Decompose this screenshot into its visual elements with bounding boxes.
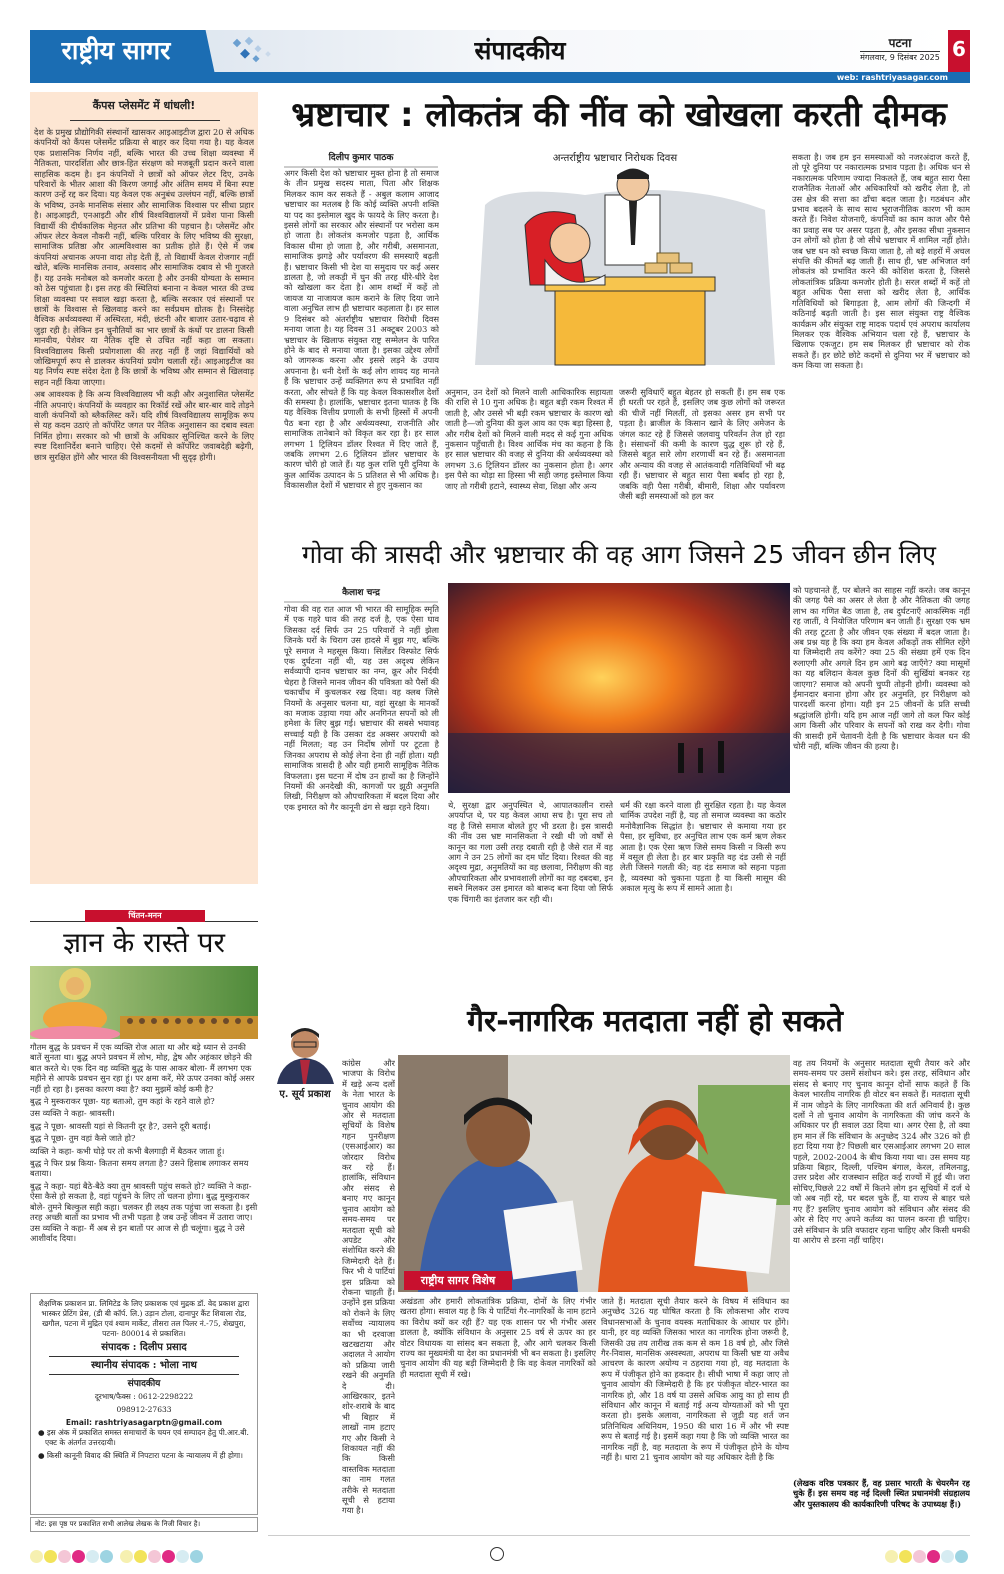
desk-name: संपादकीय: [127, 1379, 161, 1389]
decorative-dot: [190, 1550, 203, 1563]
phone-number: दूरभाष/फैक्स : 0612-2298222: [94, 1392, 194, 1401]
newspaper-logo[interactable]: राष्ट्रीय सागर: [30, 30, 202, 72]
paragraph: बुद्ध ने मुस्कराकर पूछा- यह बताओ, तुम कहां के रहने वाले हो?: [30, 1096, 215, 1107]
paragraph: व्यक्ति ने कहा- कभी घोड़े पर तो कभी बैलगाड़ी में बैठकर जाता हूं।: [30, 1145, 225, 1156]
page-number: 6: [948, 30, 970, 72]
author-byline: दिलीप कुमार पाठक: [284, 150, 438, 168]
decorative-dot: [913, 1550, 926, 1563]
decorative-dot: [176, 1550, 189, 1563]
special-label: राष्ट्रीय सागर विशेष: [404, 1271, 512, 1290]
decorative-dot: [100, 1550, 113, 1563]
voters-photo: [398, 1055, 790, 1292]
decorative-dot: [72, 1550, 85, 1563]
footer-dots-left-2: [120, 1548, 204, 1567]
decorative-dot: [58, 1550, 71, 1563]
local-editor-name: स्थानीय संपादक : भोला नाथ: [49, 1361, 239, 1375]
article-headline: गोवा की त्रासदी और भ्रष्टाचार की वह आग जिसने 25 जीवन छीन लिए: [302, 540, 936, 569]
paragraph: बुद्ध ने कहा- यहां बैठे-बैठे क्या तुम श्रावस्ती पहुंच सकते हो? व्यक्ति ने कहा- ऐसा कैसे हो सकता है, वहां पहुंचने के लिए तो चलना होगा। बुद्ध मुस्कुराकर बोले- तुमने बिल्कुल सही कहा। चलकर ही लक्ष्य तक पहुंचा जा सकता है। इसी तरह अच्छी बातों का प्रभाव भी तभी पड़ता है जब उन्हें जीवन में उतारा जाए। उस व्यक्ति ने कहा- मैं अब से इन बातों पर आज से ही चलूंगा। बुद्ध ने उसे आशीर्वाद दिया।: [30, 1180, 258, 1243]
story-body: [30, 1042, 258, 1288]
decorative-dot: [30, 1550, 43, 1563]
decorative-dot: [899, 1550, 912, 1563]
story-headline: ज्ञान के रास्ते पर: [63, 926, 225, 959]
decorative-dot: [885, 1550, 898, 1563]
disclaimer-text: किसी कानूनी विवाद की स्थिति में निपटारा पटना के न्यायालय में ही होगा।: [46, 1451, 243, 1460]
issue-date: मंगलवार, 9 दिसंबर 2025: [860, 53, 940, 62]
disclaimer-text: इस अंक में प्रकाशित समस्त समाचारों के चयन एवं सम्पादन हेतु पी.आर.बी. एक्ट के अंतर्गत उत्तरदायी।: [45, 1428, 249, 1447]
decorative-dot: [134, 1550, 147, 1563]
decorative-dot: [44, 1550, 57, 1563]
article-column: सकता है। जब हम इन समस्याओं को नजरअंदाज करते हैं, तो पूरे दुनिया पर नकारात्मक प्रभाव पड़ता है। अधिक धन से नकारात्मक परिणाम ज्यादा निकलते हैं, जब बहुत सारा पैसा राजनैतिक नेताओं और अधिकारियों को खरीद लेता है, तो उस क्षेत्र की सत्ता का ढाँचा बदल जाता है। गठबंधन और प्रभाव बदलने के साथ साथ भूराजनीतिक कारण भी काम करते हैं। निवेश योजनाएँ, कंपनियों का काम काज और पैसे का प्रवाह सब पर असर पड़ता है, और इसका सीधा नुकसान उन लोगों को होता है जो सीधे भ्रष्टाचार में शामिल नहीं होते। जब भ्रष्ट धन को स्वच्छ किया जाता है, तो बड़े शहरों में अचल संपत्ति की कीमतें बढ़ जाती हैं। साथ ही, भ्रष्ट अभिजात वर्ग लोकतंत्र को प्रभावित करने की कोशिश करता है, जिससे लोकतांत्रिक प्रक्रिया कमजोर होती है। सरल शब्दों में कहें तो बहुत अधिक पैसा सत्ता को खरीद लेता है, आर्थिक गतिविधियों को बिगाड़ता है, आम लोगों की जिन्दगी में कठिनाई बढ़ती जाती है। इस साल संयुक्त राष्ट्र वैश्विक कार्यक्रम और संयुक्त राष्ट्र मादक पदार्थ एवं अपराध कार्यालय मिलकर एक वैश्विक अभियान चला रहे हैं, भ्रष्टाचार के खिलाफ एकजुट। हम सब मिलकर ही भ्रष्टाचार को रोक सकते हैं। हर छोटे छोटे कदमों से दुनिया भर में भ्रष्टाचार को कम किया जा सकता है।: [792, 152, 970, 371]
divider: [70, 120, 220, 121]
paragraph: अब आवश्यक है कि अन्य विश्वविद्यालय भी कड़ी और अनुशासित प्लेसमेंट नीति अपनाएं। कंपनियों के व्यवहार का रिकॉर्ड रखें और बार-बार वादे तोड़ने वाली कंपनियों को ब्लैकलिस्ट करें। यदि शीर्ष विश्वविद्यालय सामूहिक रूप से यह कदम उठाएं तो कॉर्पोरेट जगत पर नैतिक अनुशासन का दबाव स्वतः निर्मित होगा। सरकार को भी छात्रों के अधिकार सुनिश्चित करने के लिए स्पष्ट दिशानिर्देश बनाने चाहिए। ऐसे कदमों से कॉर्पोरेट जवाबदेही बढ़ेगी, छात्र सुरक्षित होंगे और भारत की विश्वसनीयता भी सुदृढ़ होगी।: [34, 389, 254, 462]
decorative-diamonds-icon: [230, 36, 290, 66]
article-column: धर्म की रक्षा करने वाला ही सुरक्षित रहता है। यह केवल धार्मिक उपदेश नहीं है, यह तो समाज व्यवस्था का कठोर मनोवैज्ञानिक सिद्धांत है। भ्रष्टाचार से कमाया गया हर पैसा, हर सुविधा, हर अनुचित लाभ एक कर्म ऋण लेकर आता है। एक ऐसा ऋण जिसे समय किसी न किसी रूप में वसूल ही लेता है। हर बार प्रकृति वह दंड उसी से नहीं लेती जिसने गलती की; वह दंड समाज को सहना पड़ता है, व्यवस्था को चुकाना पड़ता है या किसी मासूम की अकाल मृत्यु के रूप में सामने आता है।: [620, 800, 786, 894]
article-column: वह तय नियमों के अनुसार मतदाता सूची तैयार करे और समय-समय पर उसमें संशोधन करे। इस तरह, संविधान और संसद से बनाए गए चुनाव कानून दोनों साफ कहते हैं कि केवल भारतीय नागरिक ही वोटर बन सकते हैं। मतदाता सूची में नाम जोड़ने के लिए नागरिकता की शर्त अनिवार्य है। कुछ दलों ने तो चुनाव आयोग के नागरिकता की जांच करने के अधिकार पर ही सवाल उठा दिया था। अगर ऐसा है, तो क्या हम मान लें कि संविधान के अनुच्छेद 324 और 326 को ही हटा दिया गया है? पिछली बार एसआईआर लगभग 20 साल पहले, 2002-2004 के बीच किया गया था। उस समय यह प्रक्रिया बिहार, दिल्ली, पश्चिम बंगाल, केरल, तमिलनाडु, उत्तर प्रदेश और राजस्थान सहित कई राज्यों में हुई थी। जरा सोचिए,पिछले 22 वर्षों में कितने लोग इन सूचियों में दर्ज थे जो अब नहीं रहे, घर बदल चुके हैं, या राज्य से बाहर चले गए हैं? इसलिए चुनाव आयोग को संविधान और संसद की ओर से दिए गए अपने कर्तव्य का पालन करना ही चाहिए। उसे संविधान के प्रति वफादार रहना चाहिए और किसी धमकी या आरोप से डरना नहीं चाहिए।: [793, 1058, 970, 1245]
corruption-cartoon: [445, 165, 785, 380]
disclaimer-item: ● इस अंक में प्रकाशित समस्त समाचारों के चयन एवं सम्पादन हेतु पी.आर.बी. एक्ट के अंतर्गत उत्तरदायी।: [38, 1428, 249, 1447]
website-link[interactable]: web: rashtriyasagar.com: [30, 72, 970, 83]
paragraph: बुद्ध ने पूछा- तुम वहां कैसे जाते हो?: [30, 1133, 136, 1144]
editorial-title: कैंपस प्लेसमेंट में धांधली!: [92, 99, 196, 112]
divider: [268, 1535, 970, 1536]
author-note: (लेखक वरिष्ठ पत्रकार हैं, वह प्रसार भारती के चेयरमैन रह चुके हैं। इस समय वह नई दिल्ली स्थित प्रधानमंत्री संग्रहालय और पुस्तकालय की कार्यकारिणी परिषद के उपाध्यक्ष हैं।): [793, 1478, 970, 1509]
footer-dots-left: [30, 1548, 114, 1567]
article-column: अगर किसी देश को भ्रष्टाचार मुक्त होना है तो समाज के तीन प्रमुख सदस्य माता, पिता और शिक्षक मिलकर काम कर सकते हैं - अबुल कलाम आजाद भ्रष्टाचार का मतलब है कि कोई व्यक्ति अपनी शक्ति या पद का इस्तेमाल खुद के फायदे के लिए करता है। इससे लोगों का सरकार और संस्थानों पर भरोसा कम हो जाता है। लोकतंत्र कमजोर पड़ता है, आर्थिक विकास धीमा हो जाता है, और गरीबी, असमानता, सामाजिक झगड़े और पर्यावरण की समस्याएँ बढ़ती हैं। भ्रष्टाचार किसी भी देश या समुदाय पर कई असर डालता है, जो लकड़ी में घुन की तरह धीरे-धीरे देश को खोखला कर देता है। आम शब्दों में कहें तो जायज या नाजायज काम कराने के लिए दिया जाने वाला अनुचित लाभ ही भ्रष्टाचार कहलाता है। हर साल 9 दिसंबर को अंतर्राष्ट्रीय भ्रष्टाचार विरोधी दिवस मनाया जाता है। यह दिवस 31 अक्टूबर 2003 को भ्रष्टाचार के खिलाफ संयुक्त राष्ट्र सम्मेलन के पारित होने के बाद से मनाया जाता है। इसका उद्देश्य लोगों को जागरूक करना और इससे लड़ने के उपाय अपनाना है। धनी देशों के कई लोग शायद यह मानते हैं कि भ्रष्टाचार उन्हें व्यक्तिगत रूप से प्रभावित नहीं करता, और सोचते हैं कि यह केवल विकासशील देशों की समस्या है। हालांकि, भ्रष्टाचार इतना घातक है कि यह वैश्विक वित्तीय प्रणाली के सभी हिस्सों में अपनी पैठ बना रहा है और अर्थव्यवस्था, राजनीति और सामाजिक तानेबाने को विकृत कर रहा है। हर साल लगभग 1 ट्रिलियन डॉलर रिश्वत में दिए जाते हैं, जबकि लगभग 2.6 ट्रिलियन डॉलर भ्रष्टाचार के कारण चोरी हो जाते हैं। यह कुल राशि पूरी दुनिया के कुल आर्थिक उत्पादन के 5 प्रतिशत से भी अधिक है। विकासशील देशों में भ्रष्टाचार से हुए नुकसान का: [284, 168, 439, 491]
column-label: चिंतन-मनन: [85, 910, 205, 922]
fire-photo: [448, 583, 790, 793]
editor-name: संपादक : दिलीप प्रसाद: [49, 1343, 239, 1357]
author-name: ए. सूर्य प्रकाश: [279, 1089, 331, 1100]
article-column: अखंडता और हमारी लोकतांत्रिक प्रक्रिया, दोनों के लिए गंभीर खतरा होगा। सवाल यह है कि ये पार्टियां गैर-नागरिकों के नाम हटाने का विरोध क्यों कर रही हैं? यह एक शासन पर भी गंभीर असर डालता है, क्योंकि संविधान के अनुसार 25 वर्ष से ऊपर का हर वोटर विधायक या सांसद बन सकता है, और आगे चलकर किसी राज्य का मुख्यमंत्री या देश का प्रधानमंत्री भी बन सकता है। इसलिए चुनाव आयोग की यह बड़ी जिम्मेदारी है कि वह केवल नागरिकों को ही मतदाता सूची में रखे।: [400, 1296, 596, 1379]
paragraph: गौतम बुद्ध के प्रवचन में एक व्यक्ति रोज आता था और बड़े ध्यान से उनकी बातें सुनता था। बुद्ध अपने प्रवचन में लोभ, मोह, द्वेष और अहंकार छोड़ने की बात करते थे। एक दिन वह व्यक्ति बुद्ध के पास आकर बोला- मैं लगभग एक महीने से आपके प्रवचन सुन रहा हूं। पर क्षमा करें, मेरे ऊपर उनका कोई असर नहीं हो रहा है। इसका कारण क्या है? क्या मुझमें कोई कमी है?: [30, 1042, 255, 1094]
footer-dots-right: [885, 1548, 969, 1567]
mobile-number: 098912-27633: [116, 1405, 172, 1414]
publisher-info: शैक्षणिक प्रकाशन प्रा. लिमिटेड के लिए प्रकाशक एवं मुद्रक डॉ. वेद प्रकाश द्वारा भास्कर प्रेटिंग प्रेस, (डी बी कॉर्प. लि.) उड़ान टोला, दानापुर कैंट शिवाला रोड, खगौल, पटना में मुद्रित एवं श्याम मार्केट, तीसरा तल पिलर नं.-75, शेखपुरा, पटना- 800014 से प्रकाशित।: [38, 1299, 250, 1338]
decorative-dot: [941, 1550, 954, 1563]
decorative-dot: [148, 1550, 161, 1563]
decorative-dot: [955, 1550, 968, 1563]
registration-mark-icon: [490, 1547, 504, 1561]
disclaimer-item: ● किसी कानूनी विवाद की स्थिति में निपटारा पटना के न्यायालय में ही होगा।: [38, 1451, 243, 1460]
article-column: कांग्रेस और भाजपा के विरोध में खड़े अन्य दलों के नेता भारत के चुनाव आयोग की ओर से मतदाता सूचियों के विशेष गहन पुनरीक्षण (एसआईआर) का जोरदार विरोध कर रहे हैं। हालांकि, संविधान और संसद से बनाए गए कानून चुनाव आयोग को समय-समय पर मतदाता सूची को अपडेट और संशोधित करने की जिम्मेदारी देते हैं। फिर भी ये पार्टियां इस प्रक्रिया को रोकना चाहती हैं। उन्होंने इस प्रक्रिया को रोकने के लिए सर्वोच्च न्यायालय का भी दरवाजा खटखटाया और अदालत ने आयोग को प्रक्रिया जारी रखने की अनुमति दे दी। आखिरकार, इतने शोर-शराबे के बाद भी बिहार में लाखों नाम हटाए गए और किसी ने शिकायत नहीं की कि किसी वास्तविक मतदाता का नाम गलत तरीके से मतदाता सूची से हटाया गया है।: [342, 1058, 395, 1516]
decorative-dot: [86, 1550, 99, 1563]
section-title: संपादकीय: [474, 36, 566, 65]
buddha-illustration: [30, 966, 258, 1039]
article-column: अनुमान, उन देशों को मिलने वाली आधिकारिक सहायता की राशि से 10 गुना अधिक है। बहुत बड़ी रकम रिश्वत में जाती है, और उससे भी बड़ी रकम भ्रष्टाचार के कारण खो जाती है—जो दुनिया की कुल आय का एक बड़ा हिस्सा है, और गरीब देशों को मिलने वाली मदद से कई गुना अधिक नुकसान पहुँचाती है। विश्व आर्थिक मंच का कहना है कि हर साल भ्रष्टाचार की वजह से दुनिया की अर्थव्यवस्था को लगभग 3.6 ट्रिलियन डॉलर का नुकसान होता है। अगर इस पैसे का थोड़ा सा हिस्सा भी सही जगह इस्तेमाल किया जाए तो गरीबी हटाने, स्वास्थ्य सेवा, शिक्षा और अन्य: [445, 387, 613, 491]
imprint-box: [30, 1293, 258, 1515]
cartoon-caption: अन्तर्राष्ट्रीय भ्रष्टाचार निरोधक दिवस: [552, 153, 678, 164]
article-column: जरूरी सुविधाएँ बहुत बेहतर हो सकती हैं। हम सब एक ही धरती पर रहते हैं, इसलिए जब कुछ लोगों को जरूरत की चीजें नहीं मिलतीं, तो इसका असर हम सभी पर पड़ता है। ब्राजील के किसान खाने के लिए अमेजन के जंगल काट रहे हैं जिससे जलवायु परिवर्तन तेज हो रहा है। संसाधनों की कमी के कारण युद्ध शुरू हो रहे हैं, जिससे बहुत सारे लोग शरणार्थी बन रहे हैं। असमानता और अन्याय की वजह से आतंकवादी गतिविधियाँ भी बढ़ रही हैं। भ्रष्टाचार से बहुत सारा पैसा बर्बाद हो रहा है, जबकि वही पैसा गरीबी, बीमारी, शिक्षा और पर्यावरण जैसी बड़ी समस्याओं को हल कर: [619, 387, 785, 502]
page-note: नोट: इस पृष्ठ पर प्रकाशित सभी आलेख लेखक के निजी विचार है।: [30, 1517, 258, 1532]
article-headline: गैर-नागरिक मतदाता नहीं हो सकते: [467, 1004, 843, 1039]
email-link[interactable]: Email: rashtriyasagarptn@gmail.com: [65, 1418, 223, 1427]
paragraph: बुद्ध ने पूछा- श्रावस्ती यहां से कितनी दूर है?, उसने दूरी बताई।: [30, 1120, 211, 1131]
article-column: को पहचानते हैं, पर बोलने का साहस नहीं करते। जब कानून की जगह पैसे का असर ले लेता है और नैतिकता की जगह लाभ का गणित बैठ जाता है, तब दुर्घटनाएँ आकस्मिक नहीं रह जातीं, वे नियोजित परिणाम बन जाती हैं। सुरक्षा एक भ्रम की तरह टूटता है और जीवन एक संख्या में बदल जाता है। अब प्रश्न यह है कि क्या हम केवल आँकड़ों तक सीमित रहेंगे या जिम्मेदारी तय करेंगे? क्या 25 की संख्या हमें एक दिन रुलाएगी और अगले दिन हम आगे बढ़ जाएँगे? क्या मासूमों का यह बलिदान केवल कुछ दिनों की सुर्खियां बनकर रह जाएगा? समाज को अपनी चुप्पी तोड़नी होगी। व्यवस्था को ईमानदार बनाना होगा और हर अनुमति, हर निरीक्षण को पारदर्शी करना होगा। यही इन 25 जीवनों के प्रति सच्ची श्रद्धांजलि होगी। यदि हम आज नहीं जागे तो कल फिर कोई आग किसी और परिवार के सपनों को राख कर देगी। गोवा की त्रासदी हमें चेतावनी देती है कि भ्रष्टाचार केवल धन की चोरी नहीं, बल्कि जीवन की हत्या है।: [793, 585, 970, 752]
author-byline: कैलाश चन्द्र: [284, 585, 438, 603]
decorative-dot: [927, 1550, 940, 1563]
editorial-body: [34, 127, 254, 879]
article-column: थे, सुरक्षा द्वार अनुपस्थित थे, आपातकालीन रास्ते अपर्याप्त थे, पर यह केवल आधा सच है। पूरा सच तो वह है जिसे समाज बोलते हुए भी डरता है। इस त्रासदी की नींव उस भ्रष्ट मानसिकता ने रखी थी जो वर्षों से कानून का गला उसी तरह दबाती रही है जैसे रात में वह आग ने उन 25 लोगों का दम घोंट दिया। रिश्वत की वह अदृश्य मुद्रा, अनुमतियों का वह छलावा, निरीक्षण की वह औपचारिकता और प्रभावशाली लोगों का वह दबदबा, इन सबने मिलकर उस इमारत को बारूद बना दिया जो सिर्फ एक चिंगारी का इंतजार कर रही थी।: [448, 800, 613, 904]
article-headline: भ्रष्टाचार : लोकतंत्र की नींव को खोखला करती दीमक: [291, 95, 947, 135]
decorative-dot: [162, 1550, 175, 1563]
article-column: जाते हैं। मतदाता सूची तैयार करने के विषय में संविधान का अनुच्छेद 326 यह घोषित करता है कि लोकसभा और राज्य विधानसभाओं के चुनाव वयस्क मताधिकार के आधार पर होंगे। यानी, हर वह व्यक्ति जिसका भारत का नागरिक होना जरूरी है, जिसकी उम्र तय तारीख तक कम से कम 18 वर्ष हो, और जिसे गैर-निवास, मानसिक अस्वस्थता, अपराध या किसी भ्रष्ट या अवैध आचरण के कारण अयोग्य न ठहराया गया हो, वह मतदाता के रूप में पंजीकृत होने का हकदार है। सीधी भाषा में कहा जाए तो चुनाव आयोग की जिम्मेदारी है कि हर पंजीकृत वोटर-भारत का नागरिक हो, और 18 वर्ष या उससे अधिक आयु का हो साथ ही संविधान और कानून में बताई गई अन्य योग्यताओं को भी पूरा करता हो। इसके अलावा, नागरिकता से जुड़ी यह शर्त जन प्रतिनिधित्व अधिनियम, 1950 की धारा 16 में और भी स्पष्ट रूप से बताई गई है। इसमें कहा गया है कि जो व्यक्ति भारत का नागरिक नहीं है, वह मतदाता के रूप में पंजीकृत होने के योग्य नहीं है। धारा 21 चुनाव आयोग को यह अधिकार देती है कि: [601, 1296, 789, 1463]
article-column: गोवा की वह रात आज भी भारत की सामूहिक स्मृति में एक गहरे घाव की तरह दर्ज है, एक ऐसा घाव जिसका दर्द सिर्फ उन 25 परिवारों ने नहीं झेला जिनके घरों के चिराग उस हादसे में बुझ गए, बल्कि पूरे समाज ने महसूस किया। सिलेंडर विस्फोट सिर्फ एक दुर्घटना नहीं थी, यह उस अदृश्य लेकिन सर्वव्यापी दानव भ्रष्टाचार का नग्न, क्रूर और निर्दयी चेहरा है जिसने मानव जीवन की पवित्रता को पैसों की चकाचौंध में कुचलकर रख दिया। वह क्लब जिसे नियमों के अनुसार चलना था, वहां सुरक्षा के मानकों का मजाक उड़ाया गया और अनगिनत सपनों को ली हमेशा के लिए बुझ गई। भ्रष्टाचार की सबसे भयावह सच्चाई यही है कि उसका दंड अक्सर अपराधी को नहीं मिलता; वह उन निर्दोष लोगों पर टूटता है जिनका अपराध से कोई लेना देना ही नहीं होता। यही सामाजिक त्रासदी है और यही हमारी सामूहिक नैतिक विफलता। इस घटना में दोष उन हाथों का है जिन्होंने नियमों की अनदेखी की, कागजों पर झूठी अनुमति लिखी, निरीक्षण को औपचारिकता में बदल दिया और एक इमारत को गैर कानूनी ढंग से खड़ा रहने दिया।: [284, 604, 439, 812]
paragraph: देश के प्रमुख प्रौद्योगिकी संस्थानों खासकर आइआइटीज द्वारा 20 से अधिक कंपनियों को कैंपस प्लेसमेंट प्रक्रिया से बाहर कर दिया गया है। यह केवल एक प्रशासनिक निर्णय नहीं, बल्कि भारत की उच्च शिक्षा व्यवस्था में नैतिकता, पारदर्शिता और छात्र-हित संरक्षण को मजबूती प्रदान करने वाला साहसिक कदम है। इन कंपनियों ने छात्रों को ऑफर लेटर दिए, उनके परिवारों के भीतर आशा की किरण जगाई और अंतिम समय में बिना स्पष्ट कारण उन्हें रद्द कर दिया। यह केवल एक अनुबंध उल्लंघन नहीं, बल्कि छात्रों के भविष्य, उनके मानसिक संसार और सामाजिक विश्वास पर सीधा प्रहार है। आइआइटी, एनआइटी और शीर्ष विश्वविद्यालयों में प्रवेश पाना किसी विद्यार्थी की दीर्घकालिक मेहनत और प्रतिभा की पहचान है। प्लेसमेंट और ऑफर लेटर केवल नौकरी नहीं, बल्कि परिवार के लिए भविष्य की सुरक्षा, सामाजिक प्रतिष्ठा और आत्मविश्वास का प्रतीक होते हैं। ऐसे में जब कंपनियां अचानक अपना वादा तोड़ देती हैं, तो विद्यार्थी केवल रोजगार नहीं खोते, बल्कि मानसिक तनाव, अवसाद और सामाजिक दबाव से भी गुजरते हैं। यह उनके मनोबल को कमजोर करता है और उनकी योग्यता के सम्मान को ठेस पहुंचाता है। इस तरह की स्थितियां बनाना न केवल भारत की उच्च शिक्षा व्यवस्था पर सवाल खड़ा करता है, बल्कि सरकार एवं संस्थानों पर छात्रों के विश्वास से खिलवाड़ करने का सर्वप्रथम द्योतक है। निस्संदेह वैश्विक अर्थव्यवस्था में अस्थिरता, मंदी, छंटनी और बाजार उतार-चढ़ाव से जुड़ा रही है। लेकिन इन चुनौतियों का भार छात्रों के कंधों पर डालना किसी मानवीय, पेशेवर या नैतिक दृष्टि से उचित नहीं कहा जा सकता। विश्वविद्यालय किसी प्रयोगशाला की तरह नहीं हैं जहां विद्यार्थियों को जोखिमपूर्ण रूप से डालकर कंपनियां प्रयोग चलाती रहें। आइआइटीज का यह निर्णय स्पष्ट संदेश देता है कि छात्रों के भविष्य और सम्मान से खिलवाड़ सहन नहीं किया जाएगा।: [34, 127, 254, 387]
edition-city: पटना: [860, 34, 940, 52]
paragraph: बुद्ध ने फिर प्रश्न किया- कितना समय लगता है? उसने हिसाब लगाकर समय बताया।: [30, 1158, 249, 1179]
decorative-dot: [120, 1550, 133, 1563]
paragraph: उस व्यक्ति ने कहा- श्रावस्ती।: [30, 1108, 115, 1119]
